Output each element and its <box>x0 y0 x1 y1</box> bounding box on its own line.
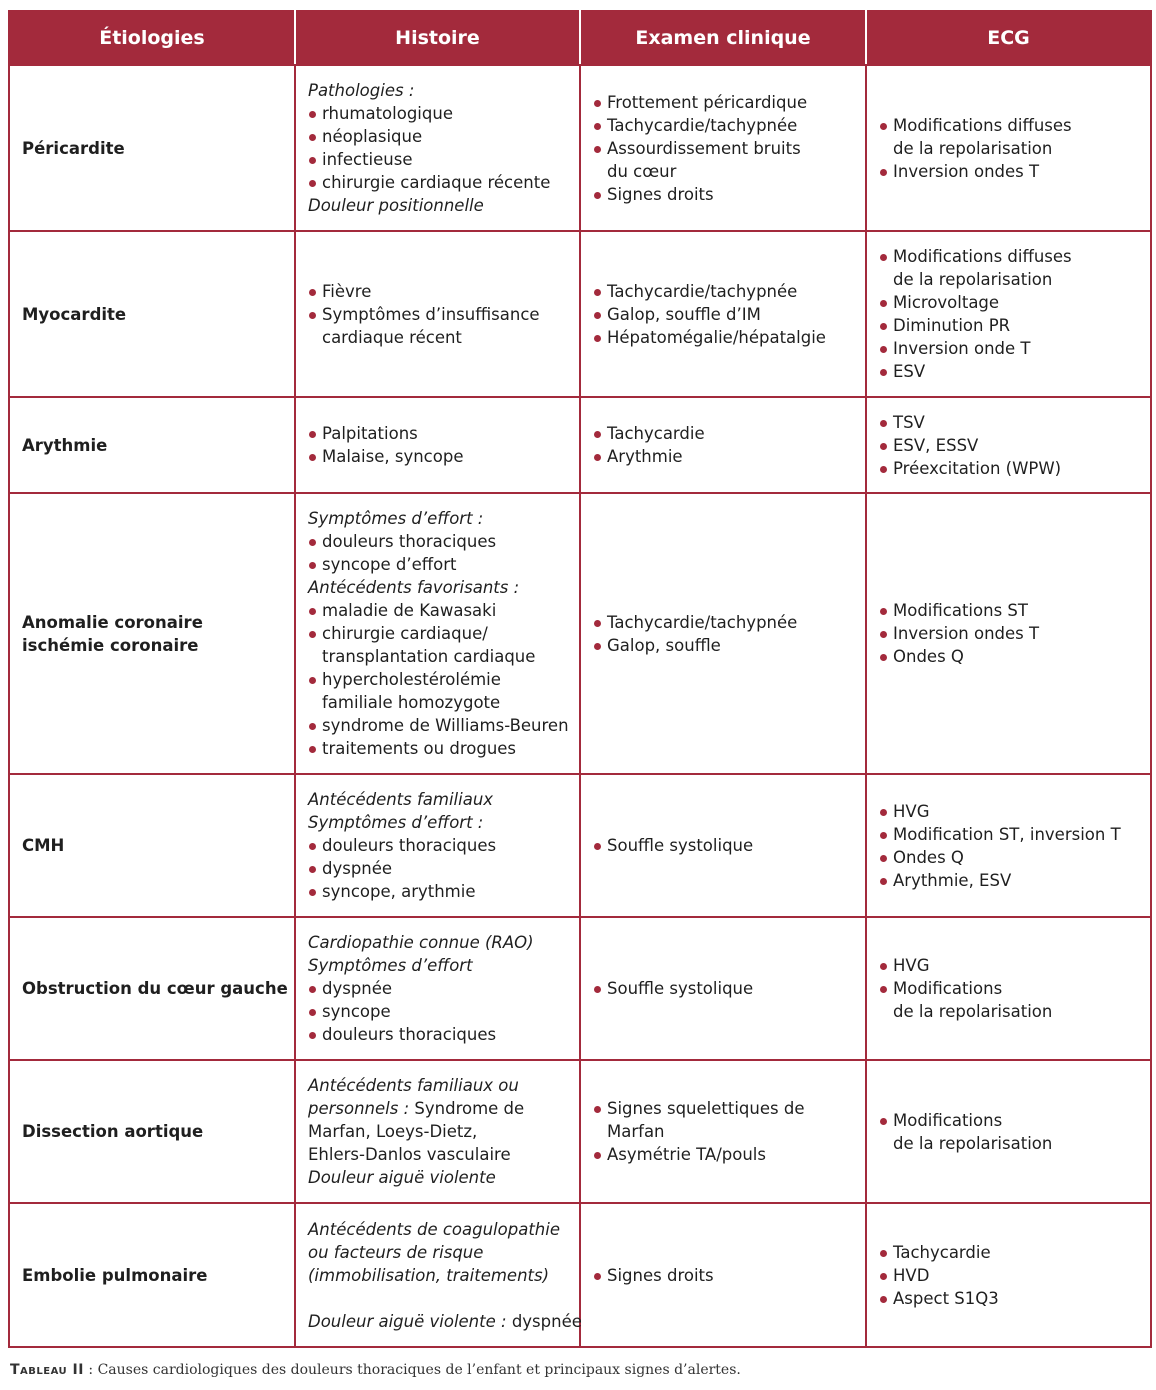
bullet-item <box>879 1109 1142 1132</box>
text-line <box>593 160 857 183</box>
table-row <box>9 1203 1151 1347</box>
cell-histoire <box>295 774 580 917</box>
line-text: syncope <box>322 1002 391 1021</box>
table-row <box>9 231 1151 397</box>
bullet-item <box>308 303 571 326</box>
text-line <box>879 1132 1142 1155</box>
line-text: Modifications <box>893 1110 1003 1130</box>
line-text: Marfan, Loeys-Dietz, <box>308 1122 478 1141</box>
bullet-item <box>593 1097 857 1120</box>
line-text: douleurs thoraciques <box>322 532 497 551</box>
spacer <box>308 1287 571 1310</box>
line-text: syncope d’effort <box>322 555 457 574</box>
bullet-item <box>593 445 857 468</box>
table-row <box>9 493 1151 774</box>
bullet-item <box>879 291 1142 314</box>
text-line <box>593 1120 857 1143</box>
line-text: rhumatologique <box>322 104 453 123</box>
line-text: HVG <box>893 956 930 975</box>
cell-examen <box>580 774 866 917</box>
table-row <box>9 1060 1151 1203</box>
line-text-rest: Syndrome de <box>409 1099 525 1118</box>
text-line <box>308 931 571 954</box>
line-text: Inversion ondes T <box>893 624 1040 643</box>
table-row <box>9 397 1151 493</box>
line-text: familiale homozygote <box>322 693 501 712</box>
line-text: Signes squelettiques de <box>607 1099 805 1118</box>
line-text: douleurs thoraciques <box>322 1025 497 1044</box>
cell-ecg <box>866 1060 1151 1203</box>
line-text: Souffle systolique <box>607 836 754 855</box>
header-etiologies: Étiologies <box>9 11 295 65</box>
line-text: Douleur aiguë violente <box>308 1168 496 1187</box>
text-line <box>308 1097 571 1120</box>
table-row <box>9 65 1151 231</box>
line-text: HVG <box>893 801 930 821</box>
bullet-item <box>879 846 1142 869</box>
cell-histoire <box>295 493 580 774</box>
line-text: maladie de Kawasaki <box>322 601 497 620</box>
line-text: Tachycardie <box>607 424 705 443</box>
text-line <box>308 507 571 530</box>
bullet-item <box>308 857 571 880</box>
line-text: Symptômes d’effort <box>308 956 473 975</box>
bullet-item <box>593 114 857 137</box>
cell-etiologie <box>9 397 295 493</box>
bullet-item <box>879 314 1142 337</box>
line-text: douleurs thoraciques <box>322 836 497 855</box>
bullet-item <box>879 337 1142 360</box>
cell-etiologie <box>9 1060 295 1203</box>
cell-histoire <box>295 397 580 493</box>
text-line <box>308 1120 571 1143</box>
bullet-item <box>308 880 571 903</box>
cell-ecg <box>866 774 1151 917</box>
line-text: de la repolarisation <box>893 1002 1053 1021</box>
line-text-rest: dyspnée <box>506 1311 582 1331</box>
line-text: ESV, ESSV <box>893 435 979 455</box>
line-text: Galop, souffle <box>607 635 721 655</box>
cell-examen <box>580 231 866 397</box>
bullet-item <box>879 1264 1142 1287</box>
line-text: Préexcitation (WPW) <box>893 458 1062 478</box>
text-line <box>308 326 571 349</box>
bullet-item <box>879 160 1142 183</box>
line-text: Antécédents familiaux <box>308 790 494 809</box>
cell-ecg <box>866 231 1151 397</box>
bullet-item <box>308 1000 571 1023</box>
table-caption <box>10 1362 741 1378</box>
text-line <box>879 268 1142 291</box>
bullet-item <box>593 326 857 349</box>
line-text: Hépatomégalie/hépatalgie <box>607 327 826 347</box>
line-text: dyspnée <box>322 859 393 878</box>
text-line <box>308 1166 571 1189</box>
line-text: Tachycardie/tachypnée <box>607 115 798 135</box>
text-line <box>308 954 571 977</box>
bullet-item <box>879 977 1142 1000</box>
cell-examen <box>580 65 866 231</box>
text-line <box>308 645 571 668</box>
line-text: infectieuse <box>322 150 413 169</box>
line-text: Inversion ondes T <box>893 161 1040 181</box>
line-text: Modifications ST <box>893 601 1028 620</box>
line-text: dyspnée <box>322 979 393 998</box>
bullet-item <box>879 245 1142 268</box>
line-text: Arythmie <box>607 447 683 466</box>
table-body <box>9 65 1151 1347</box>
bullet-item <box>593 634 857 657</box>
bullet-item <box>308 977 571 1000</box>
line-text: TSV <box>893 412 925 432</box>
bullet-item <box>308 102 571 125</box>
line-text: Signes droits <box>607 184 714 204</box>
bullet-item <box>308 553 571 576</box>
bullet-item <box>879 360 1142 383</box>
line-text: Symptômes d’insuffisance <box>322 304 540 324</box>
bullet-item <box>308 125 571 148</box>
bullet-item <box>308 1023 571 1046</box>
cell-etiologie <box>9 65 295 231</box>
line-text: chirurgie cardiaque récente <box>322 173 551 192</box>
etiologie-line: ischémie coronaire <box>22 635 199 655</box>
line-text: Douleur positionnelle <box>308 196 484 215</box>
line-text: Modification ST, inversion T <box>893 824 1121 844</box>
line-text: Signes droits <box>607 1265 714 1285</box>
bullet-item <box>308 148 571 171</box>
caption-label: Tableau II <box>10 1362 84 1378</box>
line-text: Assourdissement bruits <box>607 138 801 158</box>
cell-ecg <box>866 65 1151 231</box>
line-text: Arythmie, ESV <box>893 870 1012 890</box>
cell-etiologie <box>9 231 295 397</box>
text-line <box>308 79 571 102</box>
bullet-item <box>593 834 857 857</box>
cell-histoire <box>295 231 580 397</box>
line-text: Modifications diffuses <box>893 115 1072 135</box>
bullet-item <box>879 434 1142 457</box>
etiologie-line: Arythmie <box>22 435 108 455</box>
bullet-item <box>593 183 857 206</box>
header-examen-clinique: Examen clinique <box>580 11 866 65</box>
line-text: ESV <box>893 362 926 381</box>
bullet-item <box>308 622 571 645</box>
bullet-item <box>593 137 857 160</box>
line-text: Antécédents familiaux ou <box>308 1076 519 1095</box>
bullet-item <box>879 823 1142 846</box>
line-text: syndrome de Williams-Beuren <box>322 716 569 735</box>
line-text: traitements ou drogues <box>322 739 517 758</box>
etiologie-line: Dissection aortique <box>22 1122 204 1141</box>
line-text: Palpitations <box>322 424 418 443</box>
bullet-item <box>879 114 1142 137</box>
text-line <box>308 1264 571 1287</box>
line-text: Douleur aiguë violente : <box>308 1311 507 1331</box>
line-text: Fièvre <box>322 281 372 301</box>
cell-etiologie <box>9 774 295 917</box>
cell-ecg <box>866 1203 1151 1347</box>
cell-ecg <box>866 493 1151 774</box>
text-line <box>308 1143 571 1166</box>
text-line <box>308 1310 582 1333</box>
line-text: ou facteurs de risque <box>308 1242 484 1262</box>
bullet-item <box>879 411 1142 434</box>
cell-etiologie <box>9 1203 295 1347</box>
bullet-item <box>593 422 857 445</box>
line-text: syncope, arythmie <box>322 882 476 901</box>
line-text: Tachycardie/tachypnée <box>607 612 798 632</box>
text-line <box>308 1241 571 1264</box>
header-row <box>9 11 1151 65</box>
line-text: Microvoltage <box>893 293 1000 312</box>
etiologie-line: CMH <box>22 836 65 855</box>
cell-ecg <box>866 397 1151 493</box>
text-line <box>308 1074 571 1097</box>
bullet-item <box>593 1143 857 1166</box>
bullet-item <box>308 834 571 857</box>
cell-examen <box>580 1203 866 1347</box>
line-text: Galop, souffle d’IM <box>607 304 761 324</box>
cell-examen <box>580 1060 866 1203</box>
line-text: Marfan <box>607 1122 665 1141</box>
line-text: cardiaque récent <box>322 327 462 347</box>
line-text: Inversion onde T <box>893 339 1031 358</box>
cell-histoire <box>295 917 580 1060</box>
line-text: de la repolarisation <box>893 138 1053 158</box>
text-line <box>308 1218 571 1241</box>
bullet-item <box>879 599 1142 622</box>
bullet-item <box>593 1264 857 1287</box>
text-line <box>308 788 571 811</box>
cell-etiologie <box>9 917 295 1060</box>
etiologie-line: Obstruction du cœur gauche <box>22 979 288 998</box>
table-row <box>9 917 1151 1060</box>
text-line <box>879 137 1142 160</box>
text-line <box>879 1000 1142 1023</box>
cell-ecg <box>866 917 1151 1060</box>
bullet-item <box>308 737 571 760</box>
etiologie-line: Embolie pulmonaire <box>22 1265 208 1285</box>
etiologie-line: Anomalie coronaire <box>22 612 203 632</box>
line-text: hypercholestérolémie <box>322 670 501 689</box>
line-text: Ondes Q <box>893 847 964 867</box>
line-text: Modifications diffuses <box>893 247 1072 266</box>
cell-histoire <box>295 65 580 231</box>
bullet-item <box>308 445 571 468</box>
cell-histoire <box>295 1203 580 1347</box>
line-text: Diminution PR <box>893 316 1011 335</box>
bullet-item <box>308 422 571 445</box>
etiologie-line: Péricardite <box>22 138 125 158</box>
bullet-item <box>593 280 857 303</box>
line-text: du cœur <box>607 161 677 181</box>
text-line <box>308 576 571 599</box>
etiologie-line: Myocardite <box>22 304 127 324</box>
bullet-item <box>593 977 857 1000</box>
line-text: Tachycardie <box>893 1242 991 1262</box>
line-text: transplantation cardiaque <box>322 647 536 666</box>
bullet-item <box>308 530 571 553</box>
table-row <box>9 774 1151 917</box>
header-histoire: Histoire <box>295 11 580 65</box>
line-text: Souffle systolique <box>607 979 754 998</box>
line-text: HVD <box>893 1265 930 1285</box>
text-line <box>308 811 571 834</box>
bullet-item <box>879 622 1142 645</box>
bullet-item <box>879 1241 1142 1264</box>
line-text: chirurgie cardiaque/ <box>322 624 488 643</box>
bullet-item <box>593 303 857 326</box>
line-text: Ondes Q <box>893 647 964 666</box>
line-text: Tachycardie/tachypnée <box>607 281 798 301</box>
bullet-item <box>308 171 571 194</box>
line-text: Pathologies : <box>308 81 415 100</box>
bullet-item <box>879 800 1142 823</box>
line-text: personnels : <box>308 1099 410 1118</box>
cell-examen <box>580 397 866 493</box>
line-text: Symptômes d’effort : <box>308 509 484 528</box>
bullet-item <box>879 645 1142 668</box>
line-text: Antécédents de coagulopathie <box>308 1219 560 1239</box>
bullet-item <box>308 599 571 622</box>
bullet-item <box>879 869 1142 892</box>
bullet-item <box>308 280 571 303</box>
bullet-item <box>879 954 1142 977</box>
cell-histoire <box>295 1060 580 1203</box>
line-text: Aspect S1Q3 <box>893 1288 999 1308</box>
bullet-item <box>593 611 857 634</box>
line-text: Antécédents favorisants : <box>308 578 520 597</box>
line-text: néoplasique <box>322 127 423 146</box>
line-text: Symptômes d’effort : <box>308 813 484 832</box>
line-text: Cardiopathie connue (RAO) <box>308 933 534 952</box>
line-text: Malaise, syncope <box>322 447 464 466</box>
bullet-item <box>879 1287 1142 1310</box>
bullet-item <box>308 668 571 691</box>
line-text: (immobilisation, traitements) <box>308 1265 550 1285</box>
text-line <box>308 194 571 217</box>
cell-etiologie <box>9 493 295 774</box>
caption-text: : Causes cardiologiques des douleurs thoraciques de l’enfant et principaux signes d’alertes. <box>83 1362 741 1378</box>
cell-examen <box>580 917 866 1060</box>
text-line <box>308 691 571 714</box>
line-text: Frottement péricardique <box>607 92 808 112</box>
etiologies-table <box>8 10 1152 1348</box>
bullet-item <box>308 714 571 737</box>
header-ecg: ECG <box>866 11 1151 65</box>
line-text: de la repolarisation <box>893 1133 1053 1153</box>
line-text: de la repolarisation <box>893 270 1053 289</box>
bullet-item <box>879 457 1142 480</box>
line-text: Modifications <box>893 979 1003 998</box>
cell-examen <box>580 493 866 774</box>
bullet-item <box>593 91 857 114</box>
line-text: Ehlers-Danlos vasculaire <box>308 1145 511 1164</box>
line-text: Asymétrie TA/pouls <box>607 1145 766 1164</box>
